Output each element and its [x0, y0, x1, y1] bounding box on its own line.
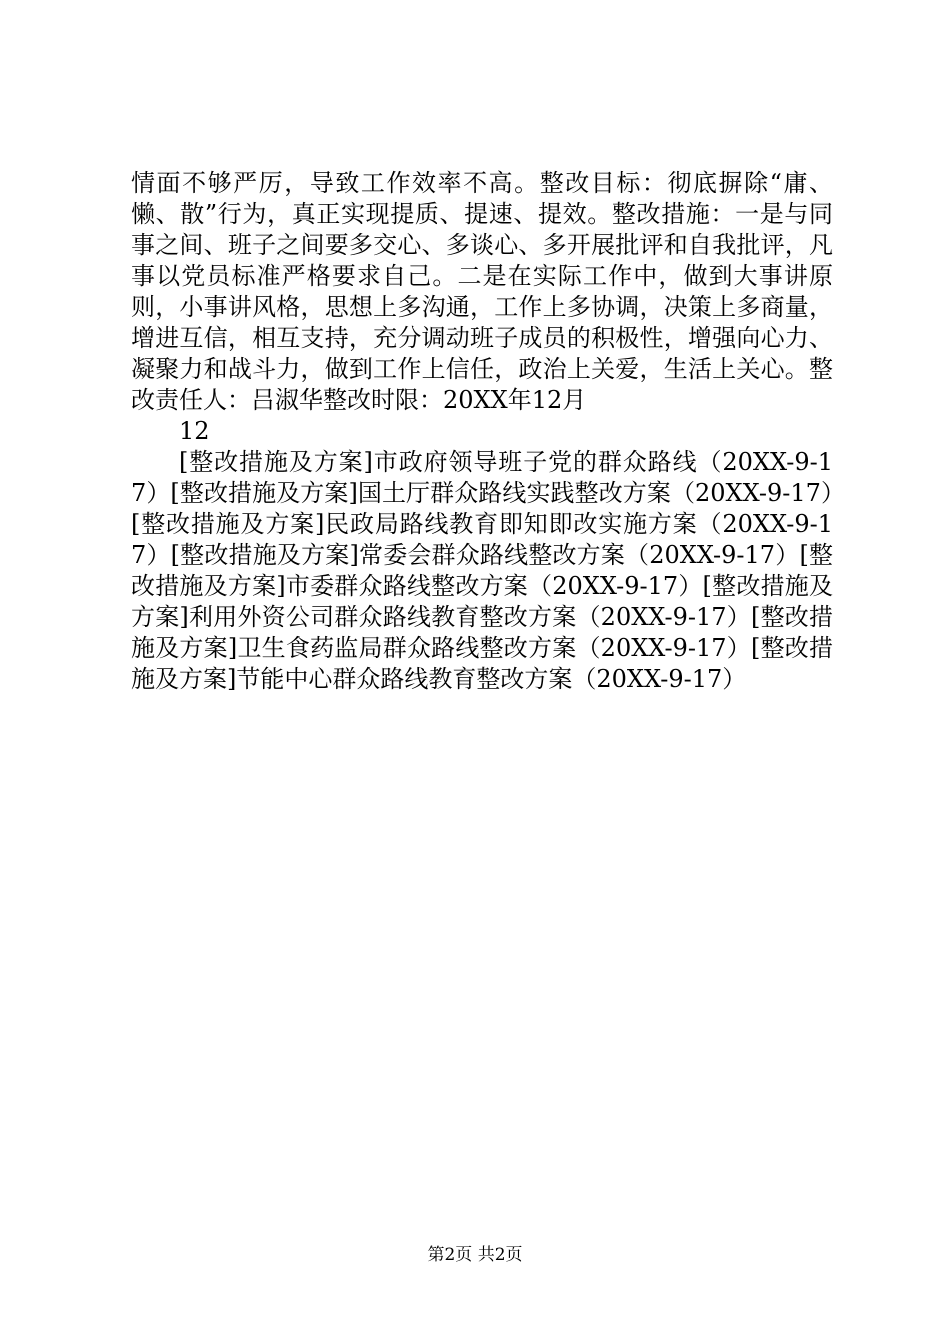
paragraph-rectification-measures: 情面不够严厉，导致工作效率不高。整改目标：彻底摒除“庸、懒、散”行为，真正实现提质、提速、提效。整改措施：一是与同事之间、班子之间要多交心、多谈心、多开展批评和自我批评，凡事以党员标准严格要求自己。二是在实际工作中，做到大事讲原则，小事讲风格，思想上多沟通，工作上多协调，决策上多商量，增进互信，相互支持，充分调动班子成员的积极性，增强向心力、凝聚力和战斗力，做到工作上信任，政治上关爱，生活上关心。整改责任人：吕淑华整改时限：20XX年12月: [131, 169, 833, 414]
document-body: [131, 168, 833, 695]
paragraph-number: 12: [179, 417, 210, 445]
page-footer: 第2页 共2页: [427, 1245, 523, 1265]
paragraph-related-articles: [整改措施及方案]市政府领导班子党的群众路线（20XX-9-17）[整改措施及方案]国土厅群众路线实践整改方案（20XX-9-17）[整改措施及方案]民政局路线教育即知即改实施方案（20XX-9-17）[整改措施及方案]常委会群众路线整改方案（20XX-9-17）[整改措施及方案]市委群众路线整改方案（20XX-9-17）[整改措施及方案]利用外资公司群众路线教育整改方案（20XX-9-17）[整改措施及方案]卫生食药监局群众路线整改方案（20XX-9-17）[整改措施及方案]节能中心群众路线教育整改方案（20XX-9-17）: [131, 448, 833, 693]
